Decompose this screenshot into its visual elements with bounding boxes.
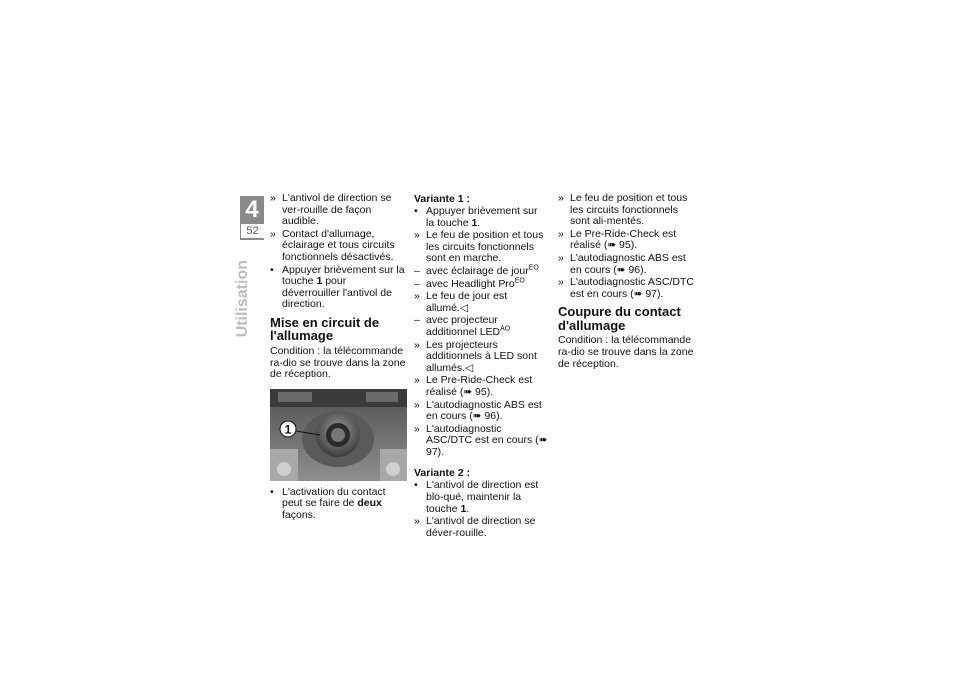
key-label: 1 (471, 216, 478, 229)
condition-text: Condition : la télécommande ra-dio se trouve dans la zone de réception. (270, 344, 406, 381)
equipment-code: AO (500, 325, 511, 333)
result-marker: » (414, 338, 420, 351)
chapter-title: Utilisation (234, 260, 251, 338)
condition-text: Condition : la télécommande ra-dio se trouve dans la zone de réception. (558, 334, 694, 370)
list-item: » Le Pre-Ride-Check est réalisé (➠ 95). (414, 374, 533, 398)
result-marker: » (270, 227, 276, 240)
option-item: – avec Headlight Pro$^{EO}$ (414, 277, 525, 290)
page-number: 52 (240, 224, 264, 238)
bullet-marker: • (270, 485, 274, 498)
key-label: 1 (460, 502, 467, 515)
list-item: » L'autodiagnostic ASC/DTC est en cours (➠ 97). (414, 422, 548, 458)
variant-heading: Variante 2 : (414, 467, 471, 480)
result-marker: » (558, 251, 564, 264)
result-marker: » (414, 398, 420, 411)
chapter-title-vertical (216, 260, 276, 338)
result-marker: » (414, 422, 420, 435)
bullet-marker: • (270, 263, 274, 276)
ignition-photo-illustration (270, 389, 407, 481)
list-item: • L'activation du contact peut se faire de deux façons. (270, 485, 386, 521)
variant-heading: Variante 1 : (414, 193, 471, 205)
result-marker: » (558, 192, 564, 204)
dash-marker: – (414, 277, 420, 290)
result-marker: » (414, 290, 420, 303)
option-item: – avec éclairage de jour$^{EO}$ (414, 264, 539, 277)
dash-marker: – (414, 264, 420, 277)
list-item: » Le Pre-Ride-Check est réalisé (➠ 95). (558, 227, 677, 252)
dash-marker: – (414, 314, 420, 327)
list-item: » L'antivol de direction se ver-rouille de façon audible. (270, 192, 392, 228)
bullet-marker: • (414, 205, 418, 217)
chapter-tab (240, 196, 264, 240)
column-3 (558, 193, 694, 378)
result-marker: » (558, 276, 564, 289)
result-marker: » (414, 229, 420, 242)
callout-1: 1 (284, 422, 292, 437)
list-item: » Le feu de jour est allumé.◁ (414, 290, 508, 314)
chapter-number: 4 (245, 196, 259, 223)
column-1 (270, 193, 406, 523)
ignition-switch-photo (270, 389, 407, 481)
list-item: » L'autodiagnostic ABS est en cours (➠ 96). (414, 398, 542, 423)
list-item: • Appuyer brièvement sur la touche 1 pour déverrouiller l'antivol de direction. (270, 263, 405, 311)
equipment-code: EO (514, 277, 525, 285)
option-item: – avec projecteur additionnel $LED^{AO}$ (414, 314, 511, 338)
list-item: » Contact d'allumage, éclairage et tous circuits fonctionnels désactivés. (270, 227, 395, 263)
emphasis: deux (357, 497, 382, 510)
list-item: » Le feu de position et tous les circuits fonctionnels sont en marche. (414, 229, 544, 265)
column-2 (414, 193, 548, 540)
section-heading: Mise en circuit de l'allumage (270, 314, 380, 344)
list-item: » L'antivol de direction se déver-rouille. (414, 515, 536, 539)
result-marker: » (414, 515, 420, 528)
result-marker: » (414, 374, 420, 387)
list-item: » Le feu de position et tous les circuits fonctionnels sont ali-mentés. (558, 192, 688, 228)
list-item: » L'autodiagnostic ABS est en cours (➠ 96). (558, 251, 686, 276)
section-heading: Coupure du contact d'allumage (558, 304, 681, 333)
list-item: • L'antivol de direction est blo-qué, maintenir la touche 1. (414, 479, 539, 515)
equipment-code: EO (528, 264, 539, 272)
bullet-marker: • (414, 479, 418, 492)
result-marker: » (558, 227, 564, 240)
list-item: • Appuyer brièvement sur la touche 1. (414, 205, 538, 229)
list-item: » L'autodiagnostic ASC/DTC est en cours (➠ 97). (558, 276, 694, 300)
key-label: 1 (316, 275, 323, 288)
result-marker: » (270, 192, 276, 204)
list-item: » Les projecteurs additionnels à LED sont allumés.◁ (414, 338, 537, 374)
